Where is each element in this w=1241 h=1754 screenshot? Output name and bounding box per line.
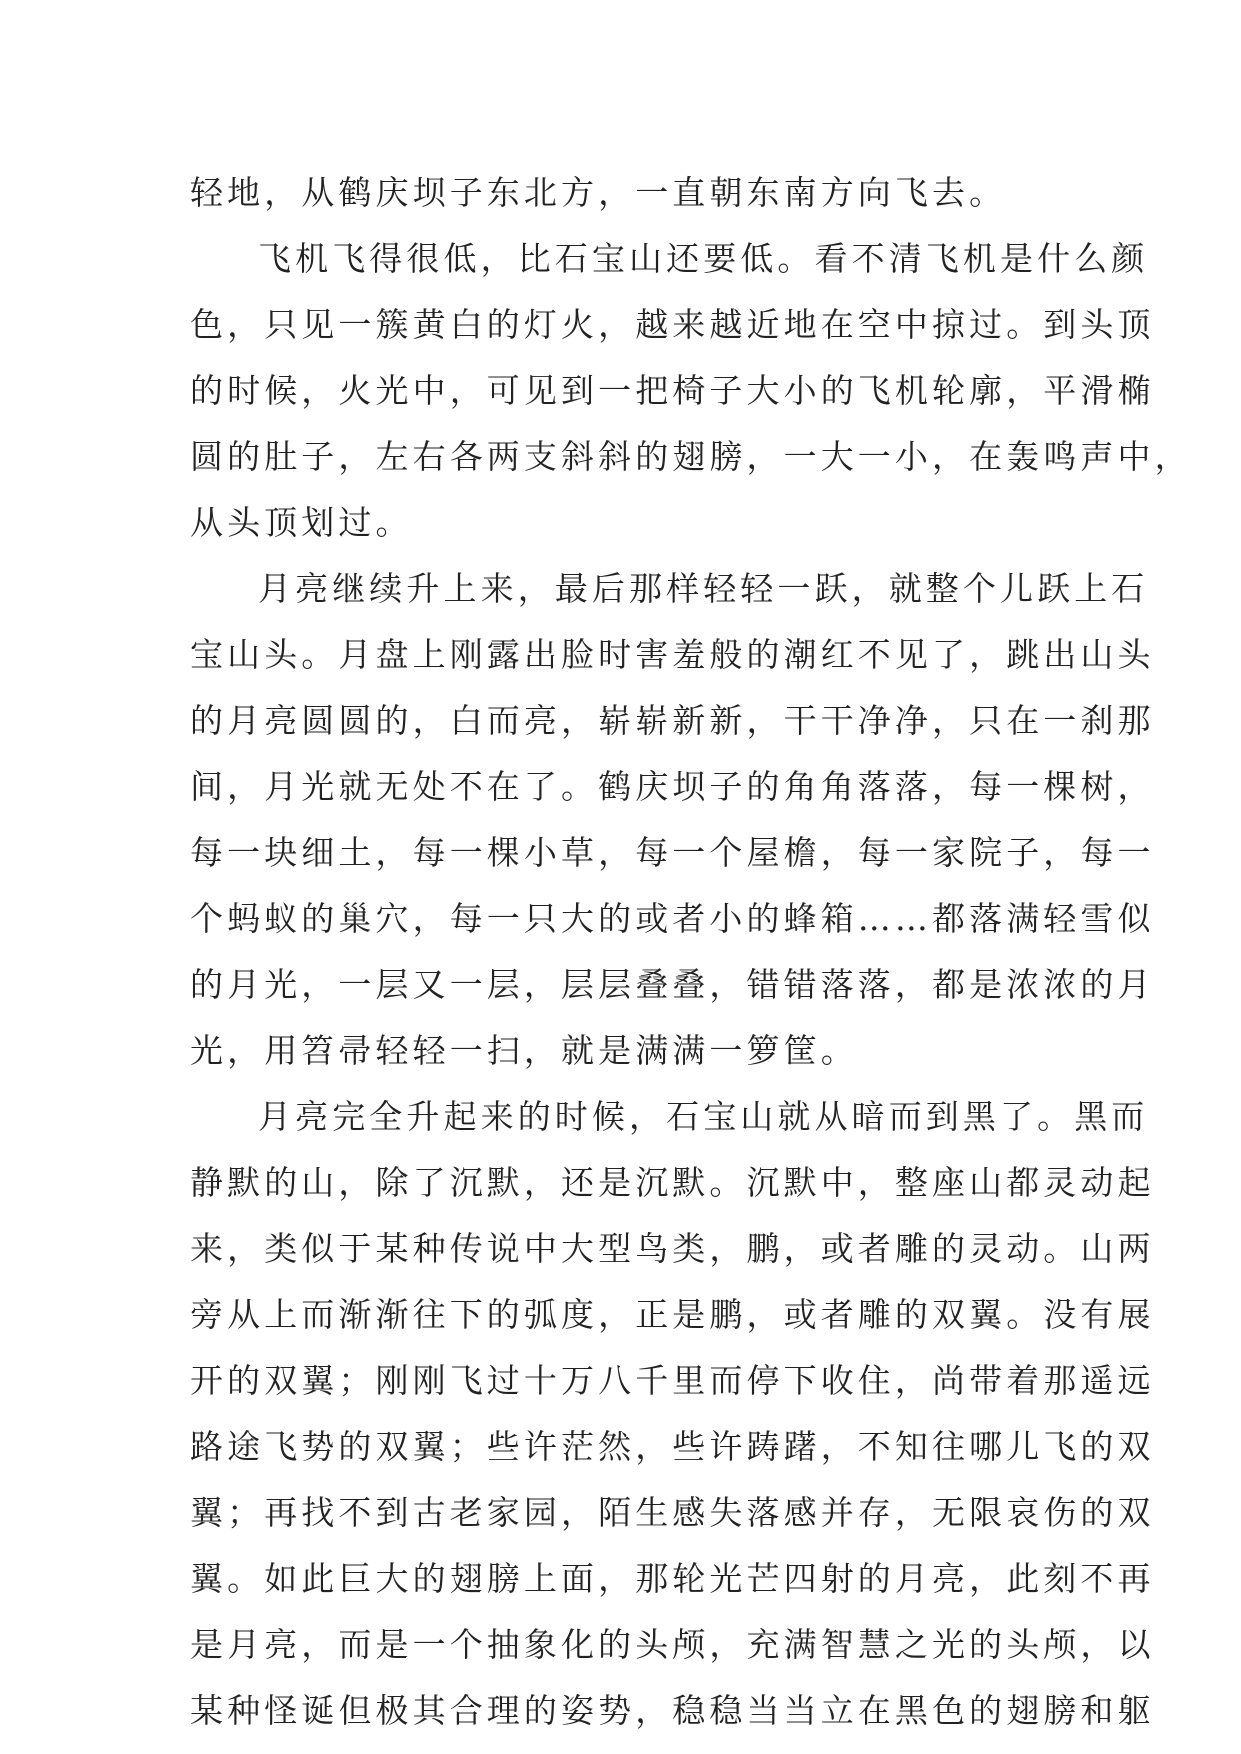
body-text bbox=[190, 160, 1192, 1744]
text-line: 翼；再找不到古老家园，陌生感失落感并存，无限哀伤的双 bbox=[190, 1493, 1155, 1532]
text-line: 宝山头。月盘上刚露出脸时害羞般的潮红不见了，跳出山头 bbox=[190, 635, 1155, 674]
text-line: 圆的肚子，左右各两支斜斜的翅膀，一大一小，在轰鸣声中， bbox=[190, 437, 1192, 476]
text-line: 静默的山，除了沉默，还是沉默。沉默中，整座山都灵动起 bbox=[190, 1163, 1155, 1202]
text-line: 间，月光就无处不在了。鹤庆坝子的角角落落，每一棵树， bbox=[190, 767, 1155, 806]
text-line: 的时候，火光中，可见到一把椅子大小的飞机轮廓，平滑椭 bbox=[190, 371, 1155, 410]
text-line: 个蚂蚁的巢穴，每一只大的或者小的蜂箱……都落满轻雪似 bbox=[190, 899, 1155, 938]
text-line: 某种怪诞但极其合理的姿势，稳稳当当立在黑色的翅膀和躯 bbox=[190, 1691, 1155, 1730]
text-line: 的月光，一层又一层，层层叠叠，错错落落，都是浓浓的月 bbox=[190, 965, 1155, 1004]
text-line: 每一块细土，每一棵小草，每一个屋檐，每一家院子，每一 bbox=[190, 833, 1155, 872]
text-line: 是月亮，而是一个抽象化的头颅，充满智慧之光的头颅，以 bbox=[190, 1625, 1155, 1664]
text-line: 月亮继续升上来，最后那样轻轻一跃，就整个儿跃上石 bbox=[258, 569, 1149, 608]
text-line: 月亮完全升起来的时候，石宝山就从暗而到黑了。黑而 bbox=[258, 1097, 1149, 1136]
text-line: 旁从上而渐渐往下的弧度，正是鹏，或者雕的双翼。没有展 bbox=[190, 1295, 1155, 1334]
text-line: 飞机飞得很低，比石宝山还要低。看不清飞机是什么颜 bbox=[258, 239, 1149, 278]
text-line: 从头顶划过。 bbox=[190, 503, 413, 542]
text-line: 的月亮圆圆的，白而亮，崭崭新新，干干净净，只在一刹那 bbox=[190, 701, 1155, 740]
text-line: 路途飞势的双翼；些许茫然，些许踌躇，不知往哪儿飞的双 bbox=[190, 1427, 1155, 1466]
text-line: 轻地，从鹤庆坝子东北方，一直朝东南方向飞去。 bbox=[190, 173, 1007, 212]
text-line: 翼。如此巨大的翅膀上面，那轮光芒四射的月亮，此刻不再 bbox=[190, 1559, 1155, 1598]
text-line: 来，类似于某种传说中大型鸟类，鹏，或者雕的灵动。山两 bbox=[190, 1229, 1155, 1268]
text-line: 开的双翼；刚刚飞过十万八千里而停下收住，尚带着那遥远 bbox=[190, 1361, 1155, 1400]
text-line: 光，用笤帚轻轻一扫，就是满满一箩筐。 bbox=[190, 1031, 858, 1070]
text-line: 色，只见一簇黄白的灯火，越来越近地在空中掠过。到头顶 bbox=[190, 305, 1155, 344]
